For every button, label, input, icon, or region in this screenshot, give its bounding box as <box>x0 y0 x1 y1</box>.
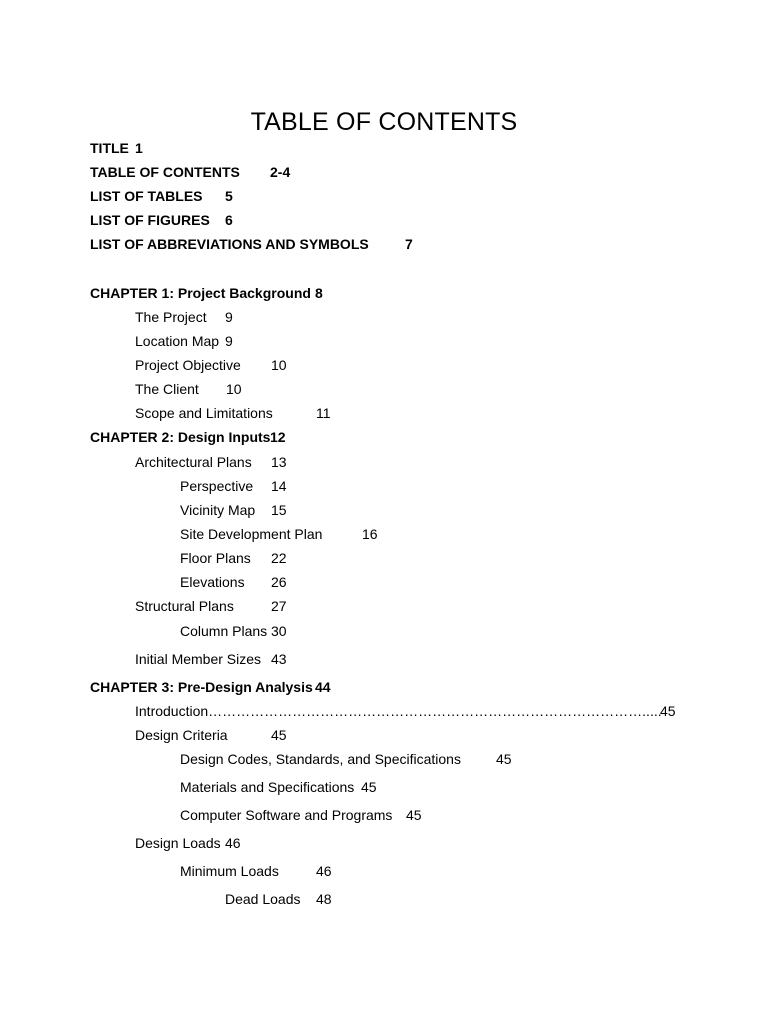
toc-entry <box>0 284 768 302</box>
toc-entry <box>0 650 768 668</box>
toc-entry <box>0 501 768 519</box>
toc-entry-page-number: 14 <box>271 478 287 494</box>
toc-entry <box>0 622 768 640</box>
toc-entry <box>0 428 768 446</box>
toc-entry <box>0 404 768 422</box>
toc-entry-label: Computer Software and Programs <box>180 807 393 823</box>
toc-entry-page-number: 13 <box>271 454 287 470</box>
toc-entry-label: Site Development Plan <box>180 526 323 542</box>
toc-entry-page-number: 11 <box>316 405 331 421</box>
toc-entry-label: Column Plans <box>180 623 268 639</box>
toc-entry-page-number: 22 <box>271 550 287 566</box>
toc-entry <box>0 453 768 471</box>
toc-entry-page-number: 2-4 <box>270 164 291 180</box>
toc-entry-page-number: 45 <box>660 703 676 719</box>
toc-entry-label: Design Loads <box>135 835 221 851</box>
toc-entry-label: CHAPTER 1: Project Background <box>90 285 311 301</box>
toc-entry-label: Elevations <box>180 574 245 590</box>
toc-entry-label: TITLE <box>90 140 129 156</box>
toc-entry-label: Materials and Specifications <box>180 779 355 795</box>
toc-entry <box>0 597 768 615</box>
toc-entry-label: Floor Plans <box>180 550 251 566</box>
toc-entry-page-number: 46 <box>225 835 241 851</box>
toc-entry <box>0 211 768 229</box>
toc-entry <box>0 778 768 796</box>
toc-entry <box>0 139 768 157</box>
toc-entry-page-number: 12 <box>270 429 286 445</box>
toc-entry <box>0 834 768 852</box>
toc-entry-page-number: 1 <box>135 140 143 156</box>
toc-entry-page-number: 9 <box>225 309 233 325</box>
toc-entry-label: Design Codes, Standards, and Specifications <box>180 751 461 767</box>
toc-entry-label: Scope and Limitations <box>135 405 273 421</box>
toc-entry-label: CHAPTER 3: Pre-Design Analysis <box>90 679 313 695</box>
toc-entry <box>0 187 768 205</box>
toc-entry-label: CHAPTER 2: Design Inputs <box>90 429 271 445</box>
toc-entry-label: LIST OF ABBREVIATIONS AND SYMBOLS <box>90 236 369 252</box>
toc-entry-page-number: 6 <box>225 212 233 228</box>
toc-entry-page-number: 46 <box>316 863 332 879</box>
toc-entry-label: TABLE OF CONTENTS <box>90 164 240 180</box>
toc-entry-label: Introduction…………………………………………………………………………………..... <box>135 703 662 719</box>
toc-entry-label: Vicinity Map <box>180 502 256 518</box>
toc-entry <box>0 702 768 720</box>
toc-entry-label: LIST OF FIGURES <box>90 212 210 228</box>
toc-entry-label: Project Objective <box>135 357 241 373</box>
toc-entry-page-number: 15 <box>271 502 287 518</box>
toc-entry-page-number: 10 <box>226 381 242 397</box>
toc-entry-page-number: 5 <box>225 188 233 204</box>
toc-entry-label: Dead Loads <box>225 891 301 907</box>
toc-entry-label: Structural Plans <box>135 598 234 614</box>
toc-entry <box>0 380 768 398</box>
toc-entry-page-number: 45 <box>496 751 512 767</box>
toc-entry-label: Initial Member Sizes <box>135 651 262 667</box>
toc-entry-label: Perspective <box>180 478 254 494</box>
toc-entry <box>0 525 768 543</box>
toc-entry-label: Location Map <box>135 333 220 349</box>
toc-entry-page-number: 45 <box>406 807 422 823</box>
toc-entry-page-number: 30 <box>271 623 287 639</box>
toc-entry-page-number: 16 <box>362 526 378 542</box>
toc-entry-page-number: 45 <box>361 779 377 795</box>
toc-entry <box>0 862 768 880</box>
toc-entry-page-number: 44 <box>315 679 331 695</box>
toc-entry <box>0 806 768 824</box>
toc-entry-page-number: 9 <box>225 333 233 349</box>
toc-entry-label: Design Criteria <box>135 727 228 743</box>
toc-entry-page-number: 43 <box>271 651 287 667</box>
toc-entry-page-number: 7 <box>405 236 413 252</box>
toc-entry <box>0 726 768 744</box>
toc-entry <box>0 477 768 495</box>
page-title: TABLE OF CONTENTS <box>250 108 518 136</box>
toc-entry <box>0 750 768 768</box>
toc-entry <box>0 235 768 253</box>
toc-entry <box>0 573 768 591</box>
toc-entry-label: Minimum Loads <box>180 863 279 879</box>
toc-entry <box>0 163 768 181</box>
toc-entry <box>0 356 768 374</box>
toc-entry <box>0 332 768 350</box>
toc-entry <box>0 549 768 567</box>
toc-entry-page-number: 45 <box>271 727 287 743</box>
toc-entry-page-number: 26 <box>271 574 287 590</box>
toc-entry <box>0 308 768 326</box>
toc-entry-label: LIST OF TABLES <box>90 188 203 204</box>
toc-entry-label: The Client <box>135 381 199 397</box>
toc-entry-label: The Project <box>135 309 207 325</box>
toc-entry <box>0 890 768 908</box>
toc-entry-page-number: 10 <box>271 357 287 373</box>
toc-entry-label: Architectural Plans <box>135 454 252 470</box>
toc-entry <box>0 678 768 696</box>
toc-entry-page-number: 8 <box>315 285 323 301</box>
toc-entry-page-number: 48 <box>316 891 332 907</box>
toc-entry-page-number: 27 <box>271 598 287 614</box>
